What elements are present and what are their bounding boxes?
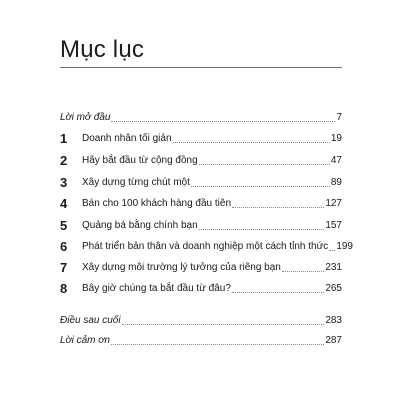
leader-dots (173, 142, 330, 143)
leader-dots (282, 271, 324, 272)
leader-dots (122, 324, 325, 325)
toc-entry-2 (60, 151, 342, 167)
toc-entry-label: Lời mở đầu (60, 112, 111, 123)
toc-entry-label: Quảng bá bằng chính bạn (82, 220, 198, 231)
leader-dots (111, 121, 335, 122)
toc-entry-label: Lời cảm ơn (60, 335, 110, 346)
toc-entry-page: 287 (325, 335, 342, 346)
title-divider (60, 67, 342, 68)
toc-entry-acknowledgements (60, 331, 342, 347)
toc-entry-page: 89 (330, 177, 342, 188)
toc-entry-page: 283 (325, 315, 342, 326)
chapter-number: 3 (60, 175, 68, 190)
chapter-number: 5 (60, 218, 68, 233)
toc-entry-label: Điều sau cuối (60, 315, 121, 326)
toc-entry-1 (60, 129, 342, 145)
leader-dots (191, 186, 330, 187)
leader-dots (232, 292, 324, 293)
toc-entry-page: 157 (325, 220, 342, 231)
toc-entry-label: Doanh nhân tối giản (82, 133, 172, 144)
leader-dots (329, 250, 335, 251)
toc-entry-8 (60, 279, 342, 295)
toc-entry-intro (60, 108, 342, 124)
toc-entry-7 (60, 258, 342, 274)
chapter-number: 1 (60, 131, 68, 146)
chapter-number: 8 (60, 281, 68, 296)
chapter-number: 4 (60, 196, 68, 211)
toc-entry-4 (60, 194, 342, 210)
toc-entry-label: Bây giờ chúng ta bắt đầu từ đâu? (82, 283, 231, 294)
toc-entry-page: 127 (325, 198, 342, 209)
toc-entry-afterword (60, 311, 342, 327)
toc-entry-label: Xây dựng từng chút một (82, 177, 190, 188)
leader-dots (232, 207, 324, 208)
leader-dots (199, 229, 325, 230)
toc-entry-label: Hãy bắt đầu từ cộng đồng (82, 155, 198, 166)
toc-entry-page: 265 (325, 283, 342, 294)
toc-entry-page: 199 (336, 241, 353, 252)
chapter-number: 2 (60, 153, 68, 168)
toc-entry-page: 7 (336, 112, 342, 123)
toc-entry-label: Xây dựng môi trường lý tưởng của riêng bạn (82, 262, 281, 273)
page-title: Mục lục (60, 36, 145, 63)
toc-entry-page: 19 (330, 133, 342, 144)
chapter-number: 7 (60, 260, 68, 275)
toc-entry-label: Phát triển bản thân và doanh nghiệp một cách tỉnh thức (82, 241, 329, 252)
leader-dots (111, 344, 324, 345)
leader-dots (199, 164, 330, 165)
toc-entry-page: 231 (325, 262, 342, 273)
toc-entry-label: Bán cho 100 khách hàng đầu tiên (82, 198, 232, 209)
toc-entry-5 (60, 216, 342, 232)
toc-entry-3 (60, 173, 342, 189)
toc-entry-6 (60, 237, 353, 254)
chapter-number: 6 (60, 239, 68, 254)
toc-entry-page: 47 (330, 155, 342, 166)
